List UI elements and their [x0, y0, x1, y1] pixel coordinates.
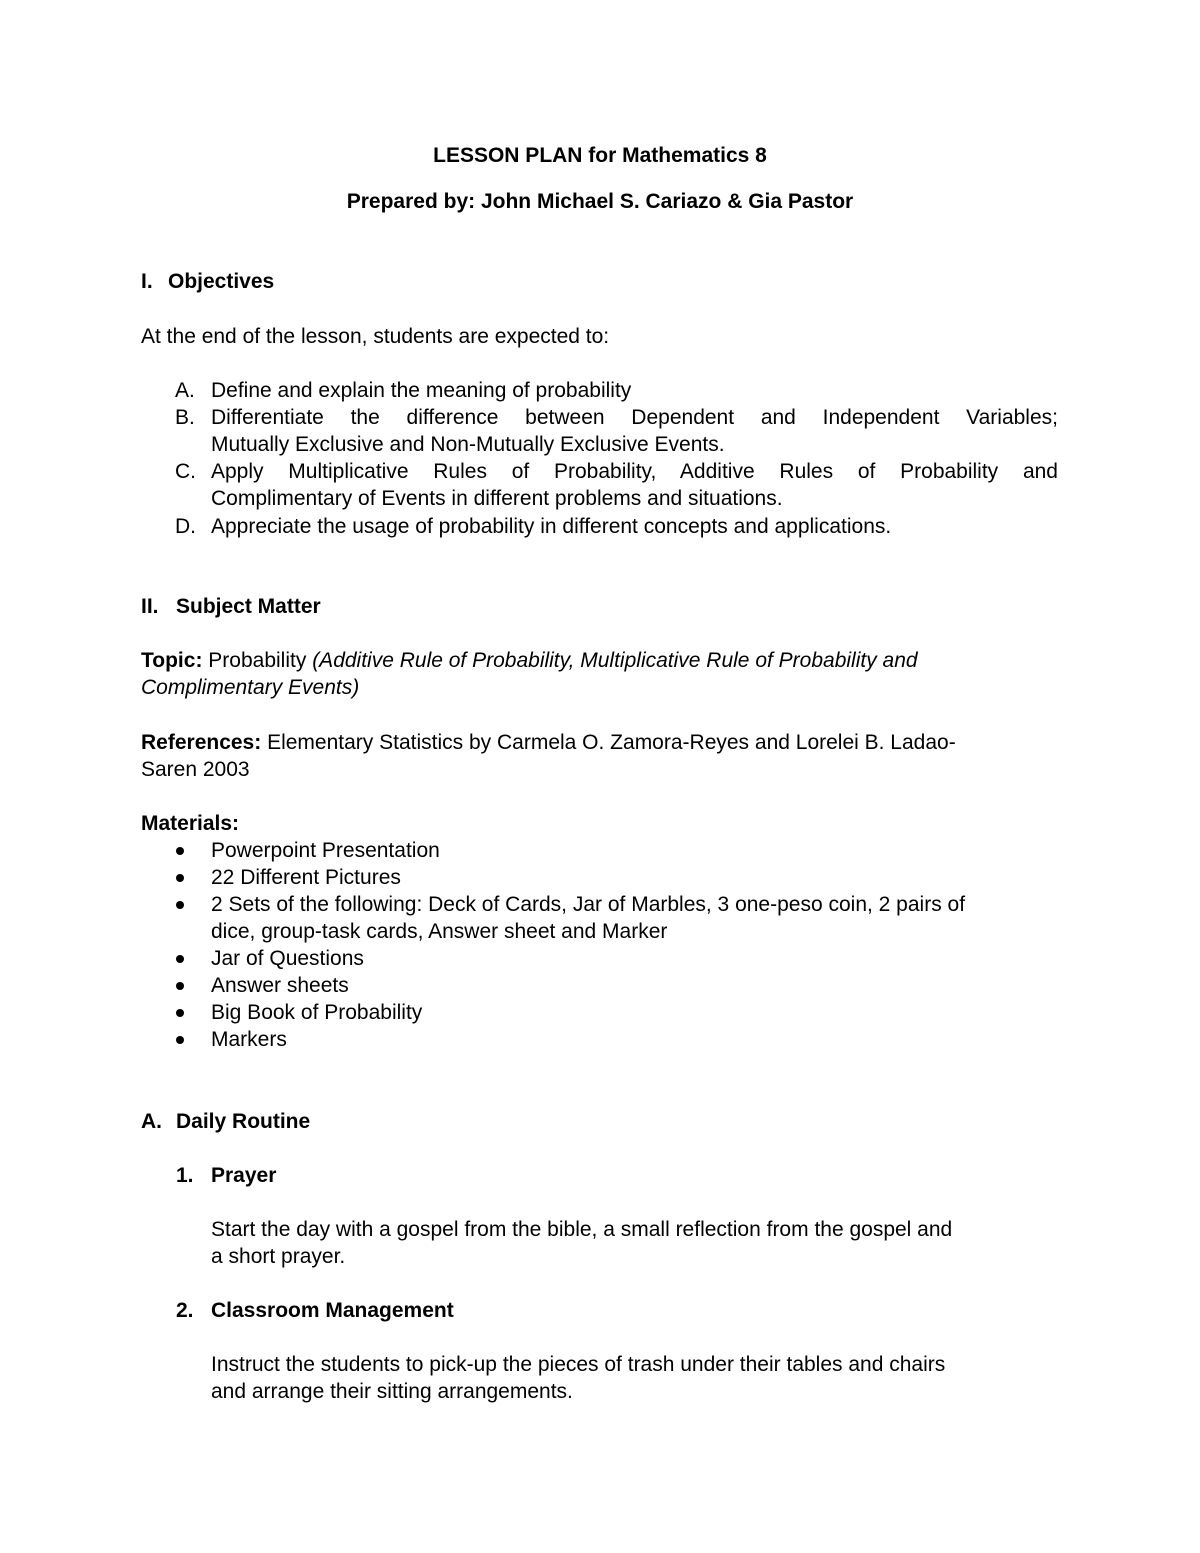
bullet-icon	[176, 874, 184, 882]
bullet-icon	[176, 955, 184, 963]
material-item: Jar of Questions	[211, 947, 364, 970]
bullet-icon	[176, 901, 184, 909]
materials-label: Materials:	[141, 812, 240, 835]
bullet-icon	[176, 1009, 184, 1017]
objective-line: Define and explain the meaning of probability	[211, 379, 632, 402]
references-label: References:	[141, 731, 262, 754]
material-item: Answer sheets	[211, 974, 349, 997]
routine-step-text: Instruct the students to pick-up the pieces of trash under their tables and chairs	[211, 1353, 946, 1376]
objectives-heading: Objectives	[168, 270, 275, 293]
topic-line	[141, 647, 918, 674]
references-value-continued: Saren 2003	[141, 758, 250, 781]
objective-line: Appreciate the usage of probability in different concepts and applications.	[211, 515, 892, 538]
references-value: Elementary Statistics by Carmela O. Zamora-Reyes and Lorelei B. Ladao-	[267, 731, 956, 754]
references-line	[141, 729, 956, 756]
objectives-intro: At the end of the lesson, students are expected to:	[141, 325, 610, 348]
routine-step-title: Classroom Management	[211, 1299, 454, 1322]
objective-line: Differentiate the difference between Dependent and Independent Variables;	[211, 406, 1058, 429]
document-title: LESSON PLAN for Mathematics 8	[433, 144, 767, 167]
objective-line: Complimentary of Events in different problems and situations.	[211, 487, 783, 510]
routine-step-number: 2.	[176, 1299, 194, 1322]
objective-line: Apply Multiplicative Rules of Probability, Additive Rules of Probability and	[211, 460, 1058, 483]
topic-detail-continued: Complimentary Events)	[141, 676, 360, 699]
bullet-icon	[176, 1036, 184, 1044]
material-item-continued: dice, group-task cards, Answer sheet and Marker	[211, 920, 668, 943]
objective-line: Mutually Exclusive and Non-Mutually Exclusive Events.	[211, 433, 725, 456]
objective-marker: A.	[175, 379, 195, 402]
material-item: Big Book of Probability	[211, 1001, 423, 1024]
objective-marker: D.	[175, 515, 196, 538]
routine-step-title: Prayer	[211, 1164, 277, 1187]
objectives-heading-number: I.	[141, 270, 153, 293]
prepared-by: Prepared by: John Michael S. Cariazo & Gia Pastor	[346, 190, 854, 213]
subject-matter-heading: Subject Matter	[176, 595, 321, 618]
objective-marker: C.	[175, 460, 196, 483]
daily-routine-heading: Daily Routine	[176, 1110, 311, 1133]
routine-step-text: and arrange their sitting arrangements.	[211, 1380, 573, 1403]
topic-detail: (Additive Rule of Probability, Multiplicative Rule of Probability and	[312, 649, 918, 672]
routine-step-number: 1.	[176, 1164, 194, 1187]
routine-step-text: a short prayer.	[211, 1245, 346, 1268]
routine-step-text: Start the day with a gospel from the bible, a small reflection from the gospel and	[211, 1218, 953, 1241]
topic-value: Probability	[208, 649, 307, 672]
material-item: 2 Sets of the following: Deck of Cards, Jar of Marbles, 3 one-peso coin, 2 pairs of	[211, 893, 966, 916]
bullet-icon	[176, 847, 184, 855]
daily-routine-heading-number: A.	[141, 1110, 162, 1133]
material-item: Powerpoint Presentation	[211, 839, 440, 862]
subject-matter-heading-number: II.	[141, 595, 159, 618]
topic-label: Topic:	[141, 649, 203, 672]
objective-marker: B.	[175, 406, 195, 429]
material-item: 22 Different Pictures	[211, 866, 401, 889]
bullet-icon	[176, 982, 184, 990]
material-item: Markers	[211, 1028, 287, 1051]
